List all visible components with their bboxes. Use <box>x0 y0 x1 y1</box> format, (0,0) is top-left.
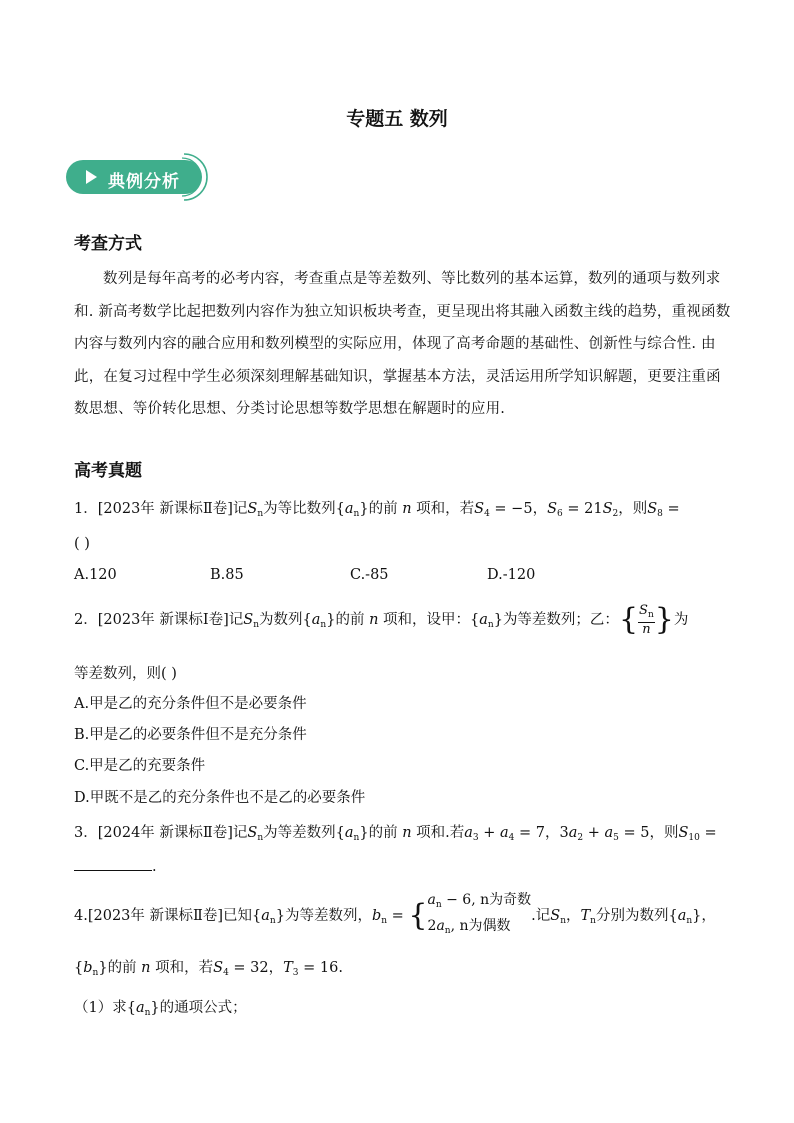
question-2-stem: 2．[2023年 新课标Ⅰ卷]记$S_n$为数列$\{a_n\}$的前 n 项和，设甲：$\{a_n\}$为等差数列；乙：{ $\frac{S_n}{n}$ }为 <box>74 602 689 637</box>
question-3-answer-blank: . <box>74 856 157 875</box>
question-2-option-a: A.甲是乙的充分条件但不是必要条件 <box>74 696 307 712</box>
question-1-option-b: B.85 <box>210 567 244 583</box>
question-4-part-1: （1）求$\{a_n\}$的通项公式； <box>74 1000 247 1018</box>
question-1-option-d: D.-120 <box>487 567 536 583</box>
question-1-option-a: A.120 <box>74 567 117 583</box>
question-4-line2: $\{b_n\}$的前 n 项和，若$S_4 = 32$，$T_3 = 16$. <box>74 960 343 978</box>
page-title: 专题五 数列 <box>346 108 448 130</box>
intro-paragraph: 数列是每年高考的必考内容，考查重点是等差数列、等比数列的基本运算，数列的通项与数列求和. 新高考数学比起把数列内容作为独立知识板块考查，更呈现出将其融入函数主线的趋势，重视函数内容与数列内容的融合应用和数列模型的实际应用，体现了高考命题的基础性、创新性与综合性. 由此，在复习过程中学生必须深刻理解基础知识，掌握基本方法，灵活运用所学知识解题，更要注重函数思想、等价转化思想、分类讨论思想等数学思想在解题时的应用. <box>74 271 731 417</box>
question-2-option-b: B.甲是乙的必要条件但不是充分条件 <box>74 727 307 743</box>
question-3-stem: 3．[2024年 新课标Ⅱ卷]记$S_n$为等差数列$\{a_n\}$的前 n 项和.若$a_3 + a_4 = 7$，$3a_2 + a_5 = 5$，则$S_{10}$ = <box>74 825 717 843</box>
question-2-option-c: C.甲是乙的充要条件 <box>74 758 206 774</box>
question-2-option-d: D.甲既不是乙的充分条件也不是乙的必要条件 <box>74 790 366 806</box>
section-heading-exam-style: 考查方式 <box>74 234 142 254</box>
banner-label: 典例分析 <box>108 172 180 192</box>
question-1-option-c: C.-85 <box>350 567 389 583</box>
section-heading-real-questions: 高考真题 <box>74 461 142 481</box>
question-2-line2: 等差数列，则( ) <box>74 666 177 682</box>
question-1-paren: ( ) <box>74 536 90 552</box>
question-4-stem: 4.[2023年 新课标Ⅱ卷]已知$\{a_n\}$为等差数列，$b_n$ = { $a_n - 6$, n为奇数 $2a_n$, n为偶数 .记$S_n$，$T_n$分别为数列$\{a_n\}$， <box>74 892 716 936</box>
question-1-stem: 1．[2023年 新课标Ⅱ卷]记$S_n$为等比数列$\{a_n\}$的前 n 项和，若$S_4 = -5$，$S_6 = 21S_2$，则$S_8$ = <box>74 501 680 519</box>
